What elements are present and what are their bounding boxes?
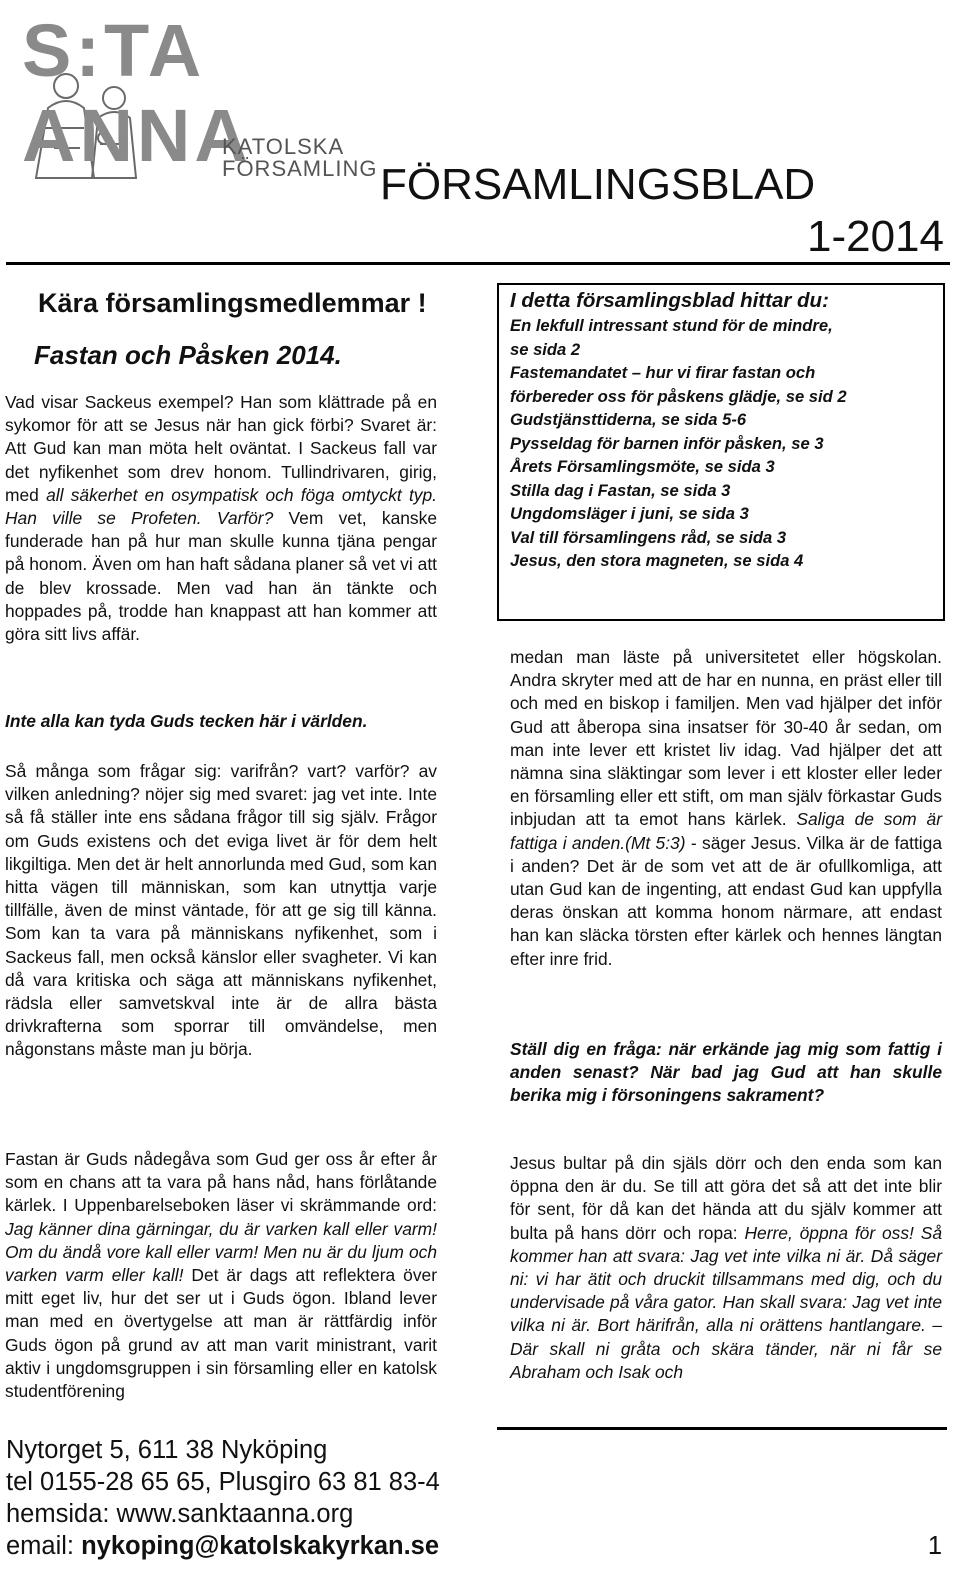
contents-item: Ungdomsläger i juni, se sida 3 <box>510 504 749 523</box>
reflection-question: Ställ dig en fråga: när erkände jag mig som fattig i anden senast? När bad jag Gud att han skulle berika mig i försoningens sakrament? <box>510 1039 942 1106</box>
contents-item: se sida 2 <box>510 339 581 359</box>
footer-email <box>6 1532 439 1561</box>
contents-item: förbereder oss för påskens glädje, se sid 2 <box>510 386 847 406</box>
email-address[interactable]: nykoping@katolskakyrkan.se <box>81 1532 440 1560</box>
article-subtitle: Fastan och Påsken 2014. <box>34 340 342 370</box>
text-run: Vad visar Sackeus exempel? Han som klättrade på en sykomor för att se Jesus när han gick förbi? Svaret är: Att Gud kan man möta helt oväntat. I Sackeus fall var det nyfikenhet som drev honom. Tullindrivaren, girig, med <box>5 392 437 505</box>
text-run: Jesus bultar på din själs dörr och den enda som kan öppna den är du. Se till att göra det så att det inte blir för sent, för då kan det hända att du själv kommer att bulta på hans dörr och ropa: <box>510 1153 942 1243</box>
italic-run: Herre, öppna för oss! Så kommer han att svara: Jag vet inte vilka ni är. Då säger ni: vi har ätit och druckit tillsammans med dig, och du undervisade på våra gator. Han skall svara: Jag vet inte vilka ni är. Bort härifrån, alla ni orättens hantlangare. – Där skall ni gråta och skära tänder, när ni får se Abraham och Isak och <box>510 1222 943 1382</box>
footer-address: Nytorget 5, 611 38 Nyköping <box>6 1436 328 1464</box>
left-paragraph-2: Så många som frågar sig: varifrån? vart? varför? av vilken anledning? nöjer sig med svaret: jag vet inte. Inte så få ställer inte ens sådana frågor till sig själv. Frågor om Guds existens och det eviga livet är för dem helt likgiltiga. Men det är helt annorlunda med Gud, som kan hitta vägen till människan, som kan utnyttja varje tillfälle, även de minst väntade, för att ge sig till känna. Som kan ta vara på människans nyfikenhet, som i Sackeus fall, men också känslor eller svagheter. Vi kan då vara kritiska och säga att människans nyfikenhet, rädsla eller samvetskval inte är de allra bästa drivkrafterna som sporrar till omvändelse, men någonstans måste man ju börja. <box>5 761 437 1060</box>
logo-line-2: FÖRSAMLING <box>222 156 378 181</box>
contents-list <box>510 314 940 573</box>
header-divider <box>6 262 950 265</box>
italic-run: Jag känner dina gärningar, du är varken kall eller varm! Om du ändå vore kall eller varm! Men nu är du ljum och varken varm eller kall! <box>5 1218 437 1286</box>
logo-line-1: KATOLSKA <box>222 134 345 159</box>
logo-wordmark: S:TA ANNA <box>22 9 252 177</box>
contents-title: I detta församlingsblad hittar du: <box>510 289 829 312</box>
issue-number: 1-2014 <box>806 212 944 261</box>
left-paragraph-1 <box>5 391 437 646</box>
section-heading: Inte alla kan tyda Guds tecken här i världen. <box>5 711 368 731</box>
italic-run: Saliga de som är fattiga i anden.(Mt 5:3) <box>510 809 942 853</box>
right-paragraph-1 <box>510 646 942 971</box>
page-number: 1 <box>927 1532 942 1560</box>
contents-item: Val till församlingens råd, se sida 3 <box>510 527 787 547</box>
text-run: Fastan är Guds nådegåva som Gud ger oss år efter år som en chans att ta vara på hans nåd, hans förlåtande kärlek. I Uppenbarelseboken läser vi skrämmande ord: <box>5 1149 437 1216</box>
document-title: FÖRSAMLINGSBLAD <box>380 160 816 209</box>
contents-item: Pysseldag för barnen inför påsken, se 3 <box>510 433 824 453</box>
text-run: Det är dags att reflektera över mitt eget liv, hur det ser ut i Guds ögon. Ibland lever man med en övertygelse att man är rättfärdig inför Guds ögon på grund av att man varit ministrant, varit aktiv i ungdomsgruppen i sin församling eller en katolsk studentförening <box>5 1265 437 1402</box>
contents-item: Jesus, den stora magneten, se sida 4 <box>510 551 804 570</box>
email-label: email: <box>6 1532 82 1560</box>
contents-item: Stilla dag i Fastan, se sida 3 <box>510 480 731 500</box>
footer-website: hemsida: www.sanktaanna.org <box>6 1500 354 1528</box>
greeting: Kära församlingsmedlemmar ! <box>38 288 427 318</box>
contents-item: Gudstjänsttiderna, se sida 5-6 <box>510 410 747 429</box>
parish-logo <box>14 8 378 186</box>
contents-item: Fastemandatet – hur vi firar fastan och <box>510 363 816 382</box>
text-run: medan man läste på universitetet eller högskolan. Andra skryter med att de har en nunna, en präst eller till och med en biskop i familjen. Men vad hjälper det inför Gud att åberopa sina insatser för 30-40 år sedan, om man inte lever ett kristet liv idag. Vad hjälper det att nämna sina släktingar som lever i ett kloster eller leder en församling eller ett stift, om man själv förkastar Guds inbjudan att ta emot hans kärlek. <box>510 647 942 830</box>
text-run: Vem vet, kanske funderade han på hur man skulle kunna tjäna pengar på honom. Även om han haft sådana planer så vet vi att de blev krossade. Men vad han än tänkte och hoppades på, trodde han knappast att han kommer att göra sitt livs affär. <box>5 508 437 645</box>
right-paragraph-2 <box>510 1152 942 1384</box>
italic-run: all säkerhet en osympatisk och föga omtyckt typ. Han ville se Profeten. Varför? <box>5 484 437 529</box>
footer-phone: tel 0155-28 65 65, Plusgiro 63 81 83-4 <box>6 1468 440 1496</box>
footer-divider <box>497 1427 947 1430</box>
text-run: - säger Jesus. Vilka är de fattiga i anden? Det är de som vet att de är ofullkomliga, att utan Gud kan de ingenting, att endast Gud kan uppfylla deras önskan att komma honom närmare, att endast han kan släcka törsten efter kärlek och hennes längtan efter inre frid. <box>510 832 943 969</box>
contents-item: Årets Församlingsmöte, se sida 3 <box>510 457 775 476</box>
contents-item: En lekfull intressant stund för de mindre, <box>510 316 833 335</box>
left-paragraph-3 <box>5 1148 437 1403</box>
